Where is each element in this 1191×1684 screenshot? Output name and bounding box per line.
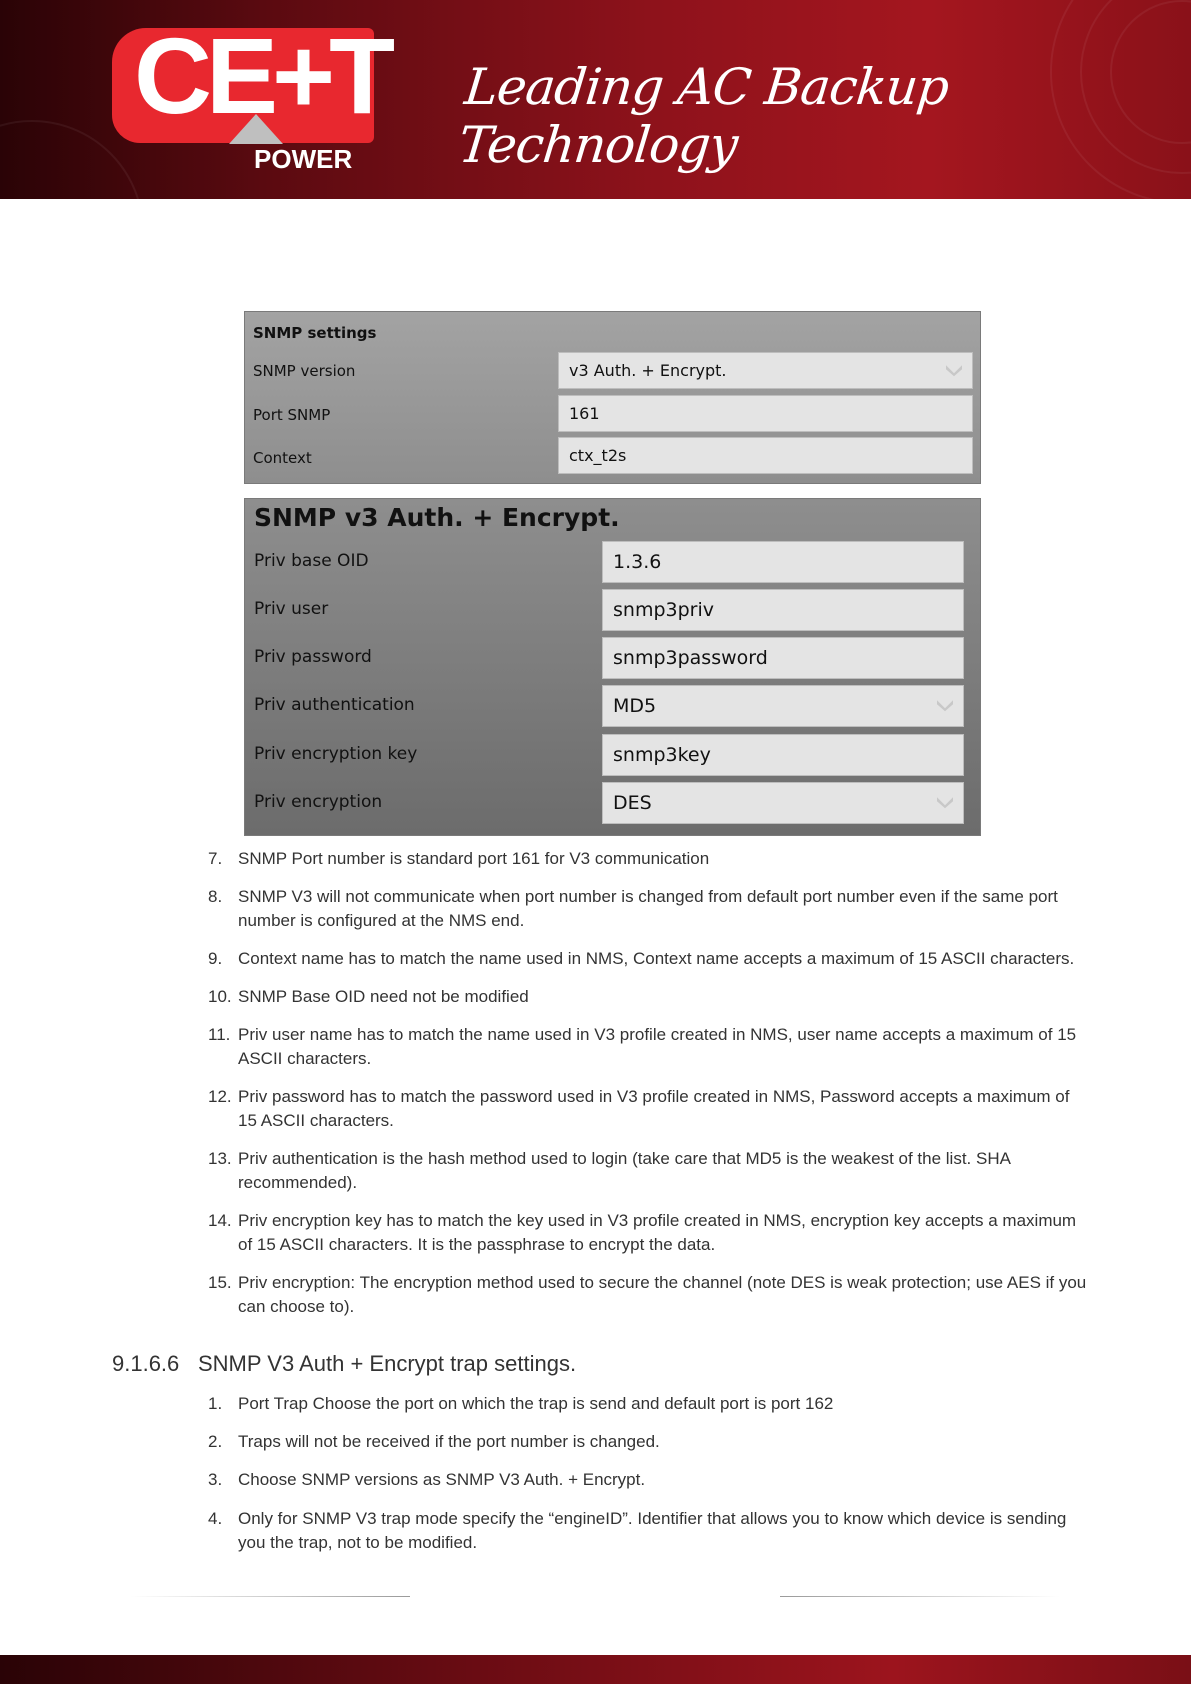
list-item-text: Priv encryption: The encryption method used to secure the channel (note DES is weak protection; use AES if you can choose to). (238, 1273, 1087, 1316)
list-item (208, 1085, 1088, 1133)
list-item-number: 13. (208, 1149, 232, 1168)
list-item-text: Choose SNMP versions as SNMP V3 Auth. + Encrypt. (238, 1470, 646, 1489)
list-item-text: Port Trap Choose the port on which the trap is send and default port is port 162 (238, 1394, 834, 1413)
list-item (208, 985, 1088, 1009)
list-item (208, 1507, 1088, 1555)
priv-encryption-select[interactable] (602, 782, 964, 824)
list-item (208, 1468, 1088, 1492)
priv-password-label: Priv password (254, 647, 372, 667)
list-item-number: 11. (208, 1025, 231, 1044)
priv-base-oid-label: Priv base OID (254, 551, 369, 571)
logo-triangle-icon (229, 114, 283, 144)
chevron-down-icon (935, 795, 955, 809)
logo-subtext: POWER (254, 144, 353, 174)
snmp-version-label: SNMP version (253, 362, 356, 380)
list-item-text: Only for SNMP V3 trap mode specify the “engineID”. Identifier that allows you to know which device is sending you the trap, not to be modified. (238, 1509, 1067, 1552)
section-heading (112, 1351, 576, 1377)
port-snmp-input[interactable] (558, 395, 973, 432)
company-logo (112, 15, 390, 174)
list-item-number: 2. (208, 1432, 223, 1451)
list-item-text: Traps will not be received if the port number is changed. (238, 1432, 660, 1451)
priv-authentication-label: Priv authentication (254, 695, 415, 715)
list-item-text: SNMP V3 will not communicate when port number is changed from default port number even if the same port number is configured at the NMS end. (238, 887, 1058, 930)
chevron-down-icon (935, 698, 955, 712)
priv-user-value: snmp3priv (613, 599, 714, 621)
snmp-settings-panel (244, 311, 981, 484)
port-snmp-label: Port SNMP (253, 406, 331, 424)
list-item-text: Context name has to match the name used in NMS, Context name accepts a maximum of 15 ASCII characters. (238, 949, 1075, 968)
priv-password-input[interactable] (602, 637, 964, 679)
priv-encryption-label: Priv encryption (254, 792, 383, 812)
snmp-version-select[interactable] (558, 352, 973, 389)
logo-text: CE+T (134, 15, 390, 136)
list-item-number: 1. (208, 1394, 223, 1413)
list-item-text: Priv password has to match the password used in V3 profile created in NMS, Password accepts a maximum of 15 ASCII characters. (238, 1087, 1070, 1130)
list-item-text: Priv authentication is the hash method used to login (take care that MD5 is the weakest of the list. SHA recommended). (238, 1149, 1011, 1192)
list-item-text: Priv encryption key has to match the key used in V3 profile created in NMS, encryption key accepts a maximum of 15 ASCII characters. It is the passphrase to encrypt the data. (238, 1211, 1077, 1254)
header-banner (0, 0, 1191, 199)
list-item (208, 1392, 1088, 1416)
priv-password-value: snmp3password (613, 647, 768, 669)
footer-divider-left (130, 1596, 410, 1597)
priv-encryption-key-value: snmp3key (613, 744, 711, 766)
snmp-version-value: v3 Auth. + Encrypt. (569, 361, 727, 380)
list-item-text: Priv user name has to match the name used in V3 profile created in NMS, user name accepts a maximum of 15 ASCII characters. (238, 1025, 1077, 1068)
priv-base-oid-value: 1.3.6 (613, 551, 662, 573)
list-item-number: 9. (208, 949, 223, 968)
snmp-v3-panel (244, 498, 981, 836)
list-item-number: 15. (208, 1273, 232, 1292)
priv-authentication-select[interactable] (602, 685, 964, 727)
footer-divider-right (780, 1596, 1060, 1597)
list-item-number: 12. (208, 1087, 232, 1106)
list-item (208, 947, 1088, 971)
snmp-settings-title: SNMP settings (253, 324, 377, 342)
list-item (208, 1430, 1088, 1454)
tagline: Leading AC Backup Technology (455, 58, 952, 174)
chevron-down-icon (944, 363, 964, 377)
list-item (208, 1023, 1088, 1071)
list-item (208, 1147, 1088, 1195)
priv-encryption-key-input[interactable] (602, 734, 964, 776)
list-item-text: SNMP Port number is standard port 161 for V3 communication (238, 849, 710, 868)
list-item-number: 14. (208, 1211, 232, 1230)
priv-user-label: Priv user (254, 599, 329, 619)
list-item (208, 847, 1088, 871)
context-value: ctx_t2s (569, 446, 627, 465)
port-snmp-value: 161 (569, 404, 600, 423)
list-item-number: 10. (208, 987, 232, 1006)
list-item-number: 8. (208, 887, 223, 906)
list-item (208, 885, 1088, 933)
list-item-number: 7. (208, 849, 223, 868)
priv-user-input[interactable] (602, 589, 964, 631)
priv-encryption-value: DES (613, 792, 652, 814)
snmp-v3-title: SNMP v3 Auth. + Encrypt. (254, 503, 620, 532)
context-input[interactable] (558, 437, 973, 474)
priv-encryption-key-label: Priv encryption key (254, 744, 418, 764)
list-item-text: SNMP Base OID need not be modified (238, 987, 529, 1006)
section-title: SNMP V3 Auth + Encrypt trap settings. (198, 1351, 577, 1376)
context-label: Context (253, 449, 312, 467)
list-item (208, 1209, 1088, 1257)
footer-banner (0, 1655, 1191, 1684)
priv-base-oid-input[interactable] (602, 541, 964, 583)
priv-authentication-value: MD5 (613, 695, 657, 717)
list-item (208, 1271, 1088, 1319)
section-number: 9.1.6.6 (112, 1351, 180, 1376)
list-item-number: 3. (208, 1470, 223, 1489)
list-item-number: 4. (208, 1509, 223, 1528)
